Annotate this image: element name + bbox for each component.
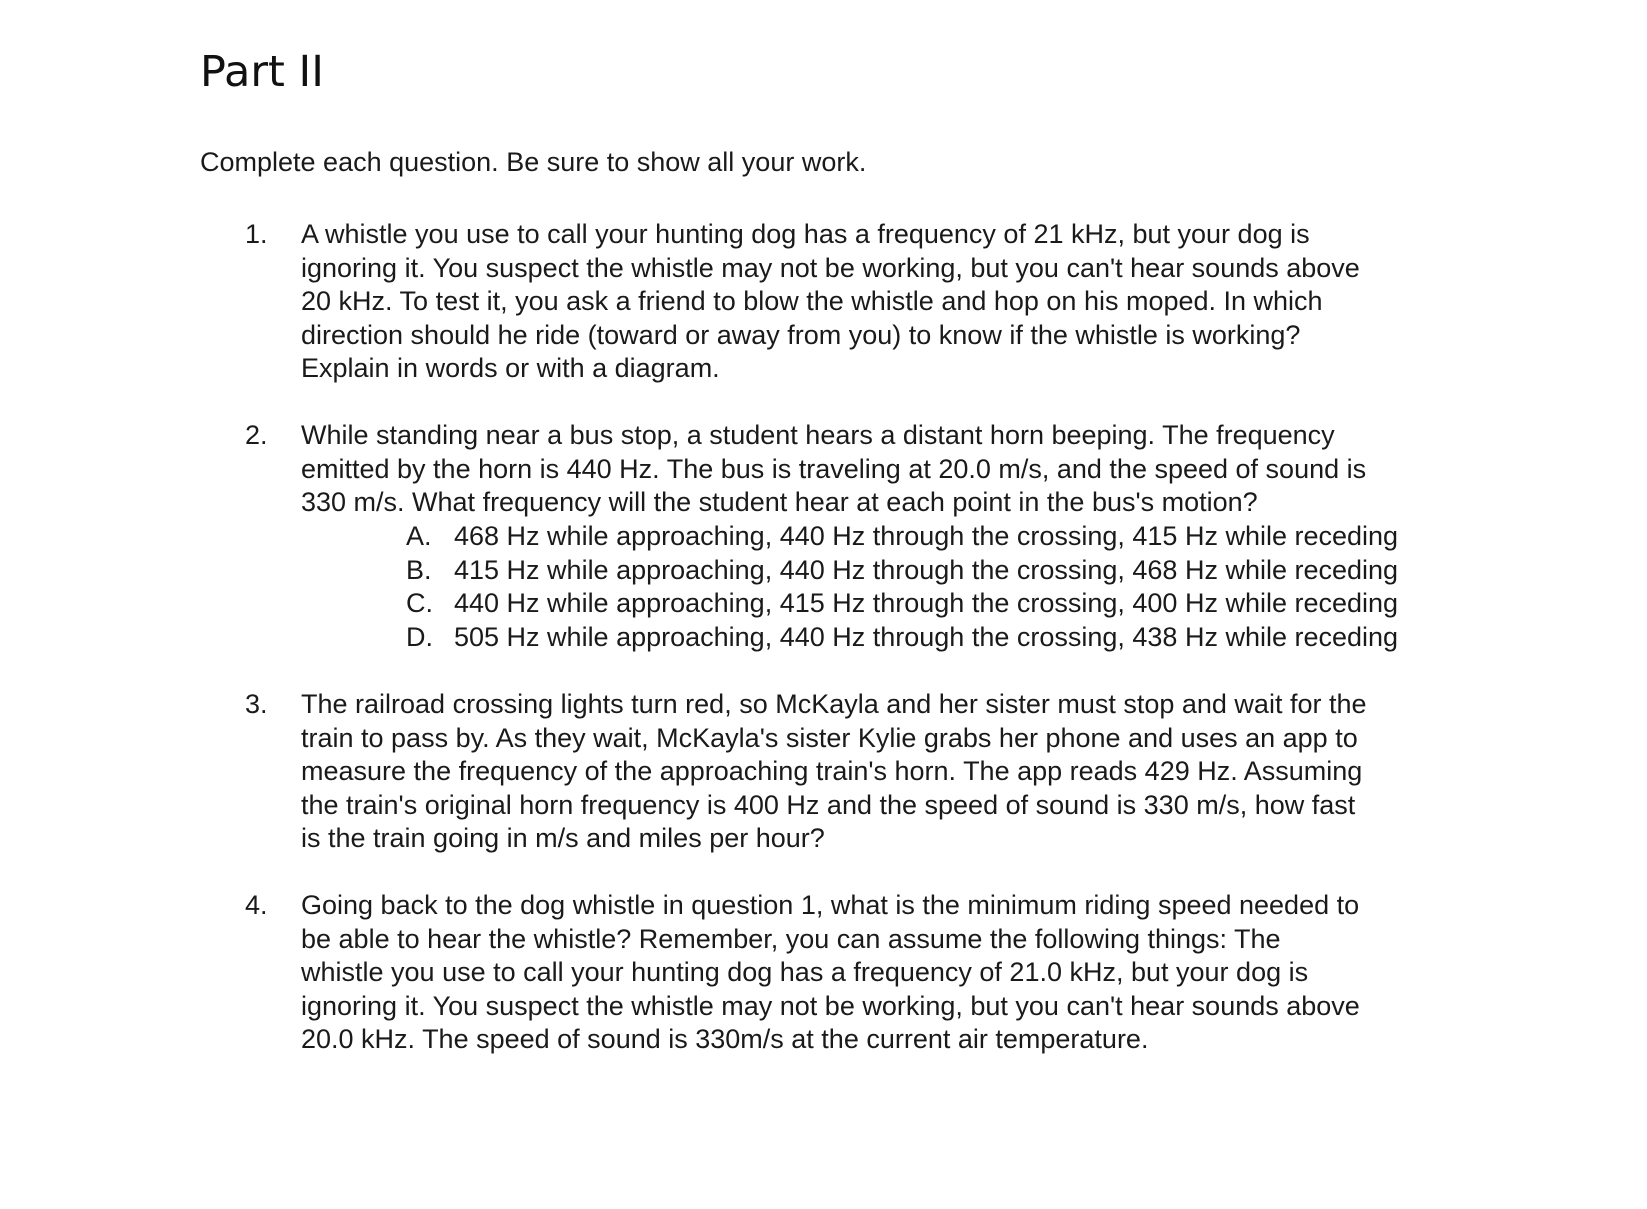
answer-option-b	[406, 554, 1526, 588]
option-text: 440 Hz while approaching, 415 Hz through the crossing, 400 Hz while receding	[454, 588, 1399, 618]
question-line: be able to hear the whistle? Remember, you can assume the following things: The	[301, 923, 1281, 954]
page-title: Part II	[200, 47, 324, 97]
question-number: 1.	[245, 219, 268, 249]
option-letter: B.	[406, 554, 432, 585]
answer-option-a	[406, 520, 1526, 554]
question-text	[301, 889, 1471, 1057]
question-line: the train's original horn frequency is 400 Hz and the speed of sound is 330 m/s, how fast	[301, 789, 1356, 820]
question-line: A whistle you use to call your hunting dog has a frequency of 21 kHz, but your dog is	[301, 219, 1310, 249]
option-letter: A.	[406, 521, 432, 551]
question-line: direction should he ride (toward or away from you) to know if the whistle is working?	[301, 319, 1301, 350]
question-line: measure the frequency of the approaching train's horn. The app reads 429 Hz. Assuming	[301, 756, 1363, 786]
question-line: 20 kHz. To test it, you ask a friend to blow the whistle and hop on his moped. In which	[301, 286, 1323, 316]
option-letter: D.	[406, 621, 433, 652]
question-text	[301, 419, 1471, 652]
question-line: ignoring it. You suspect the whistle may not be working, but you can't hear sounds above	[301, 252, 1360, 283]
option-letter: C.	[406, 588, 433, 618]
option-text: 415 Hz while approaching, 440 Hz through the crossing, 468 Hz while receding	[454, 554, 1399, 585]
question-line: 330 m/s. What frequency will the student hear at each point in the bus's motion?	[301, 487, 1258, 517]
question-line: Going back to the dog whistle in question 1, what is the minimum riding speed needed to	[301, 890, 1360, 920]
question-text	[301, 218, 1471, 386]
question-line: whistle you use to call your hunting dog has a frequency of 21.0 kHz, but your dog is	[301, 957, 1309, 987]
answer-option-d	[406, 621, 1526, 655]
answer-option-c	[406, 587, 1526, 621]
question-line: 20.0 kHz. The speed of sound is 330m/s at the current air temperature.	[301, 1024, 1149, 1054]
answer-options	[406, 520, 1526, 654]
question-line: emitted by the horn is 440 Hz. The bus is traveling at 20.0 m/s, and the speed of sound is	[301, 453, 1367, 484]
question-line: train to pass by. As they wait, McKayla's sister Kylie grabs her phone and uses an app to	[301, 722, 1358, 753]
question-number: 3.	[245, 689, 268, 719]
question-number: 2.	[245, 420, 268, 450]
instructions: Complete each question. Be sure to show all your work.	[200, 147, 867, 177]
question-line: ignoring it. You suspect the whistle may not be working, but you can't hear sounds above	[301, 990, 1360, 1021]
option-text: 505 Hz while approaching, 440 Hz through the crossing, 438 Hz while receding	[454, 621, 1399, 652]
question-line: Explain in words or with a diagram.	[301, 353, 720, 383]
question-line: is the train going in m/s and miles per hour?	[301, 823, 825, 853]
option-text: 468 Hz while approaching, 440 Hz through the crossing, 415 Hz while receding	[454, 521, 1399, 551]
question-text	[301, 688, 1471, 856]
question-line: While standing near a bus stop, a student hears a distant horn beeping. The frequency	[301, 420, 1335, 450]
question-line: The railroad crossing lights turn red, so McKayla and her sister must stop and wait for the	[301, 689, 1367, 719]
question-number: 4.	[245, 890, 268, 920]
